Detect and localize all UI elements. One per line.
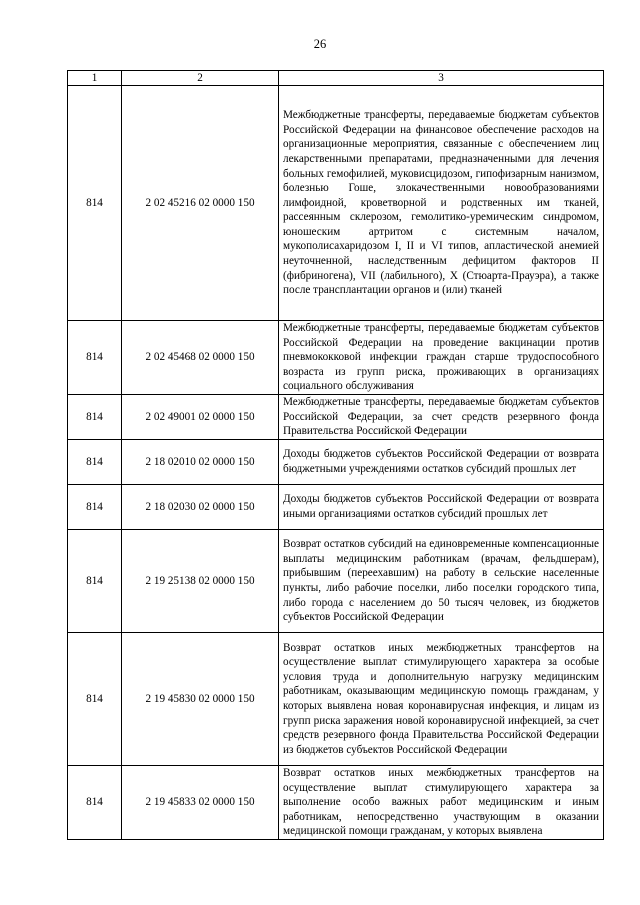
kbk-code-cell: 2 02 45468 02 0000 150 — [122, 321, 279, 395]
column-header-1: 1 — [68, 71, 122, 86]
description-cell: Возврат остатков иных межбюджетных трансфертов на осуществление выплат стимулирующего характера за выполнение особо важных работ медицинским и иным работникам, непосредственно участвующим в оказании медицинской помощи гражданам, у которых выявлена — [279, 766, 604, 840]
table-row — [68, 395, 604, 440]
admin-code-cell: 814 — [68, 395, 122, 440]
kbk-code-cell: 2 02 45216 02 0000 150 — [122, 86, 279, 321]
description-cell: Межбюджетные трансферты, передаваемые бюджетам субъектов Российской Федерации на финансовое обеспечение расходов на организационные мероприятия, связанные с обеспечением лиц лекарственными препаратами, предназначенными для лечения больных гемофилией, муковисцидозом, гипофизарным нанизмом, болезнью Гоше, злокачественными новообразованиями лимфоидной, кроветворной и родственных им тканей, рассеянным склерозом, гемолитико-уремическим синдромом, юношеским артритом с системным началом, мукополисахаридозом I, II и VI типов, апластической анемией неуточненной, наследственным дефицитом факторов II (фибриногена), VII (лабильного), X (Стюарта-Прауэра), а также после трансплантации органов и (или) тканей — [279, 86, 604, 321]
description-cell: Межбюджетные трансферты, передаваемые бюджетам субъектов Российской Федерации на проведение вакцинации против пневмококковой инфекции граждан старше трудоспособного возраста из групп риска, проживающих в организациях социального обслуживания — [279, 321, 604, 395]
admin-code-cell: 814 — [68, 766, 122, 840]
kbk-code-cell: 2 19 25138 02 0000 150 — [122, 530, 279, 633]
table-row — [68, 633, 604, 766]
table-row — [68, 321, 604, 395]
table-row — [68, 440, 604, 485]
description-cell: Доходы бюджетов субъектов Российской Федерации от возврата иными организациями остатков субсидий прошлых лет — [279, 485, 604, 530]
admin-code-cell: 814 — [68, 530, 122, 633]
kbk-code-cell: 2 18 02010 02 0000 150 — [122, 440, 279, 485]
description-cell: Возврат остатков субсидий на единовременные компенсационные выплаты медицинским работникам (врачам, фельдшерам), прибывшим (переехавшим) на работу в сельские населенные пункты, либо рабочие поселки, либо поселки городского типа, либо города с населением до 50 тысяч человек, из бюджетов субъектов Российской Федерации — [279, 530, 604, 633]
column-header-2: 2 — [122, 71, 279, 86]
budget-table — [67, 70, 604, 840]
kbk-code-cell: 2 18 02030 02 0000 150 — [122, 485, 279, 530]
table-row — [68, 485, 604, 530]
table-row — [68, 766, 604, 840]
admin-code-cell: 814 — [68, 321, 122, 395]
description-cell: Возврат остатков иных межбюджетных трансфертов на осуществление выплат стимулирующего характера за особые условия труда и дополнительную нагрузку медицинским работникам, оказывающим медицинскую помощь гражданам, у которых выявлена новая коронавирусная инфекция, и лицам из групп риска заражения новой коронавирусной инфекцией, за счет средств резервного фонда Правительства Российской Федерации из бюджетов субъектов Российской Федерации — [279, 633, 604, 766]
admin-code-cell: 814 — [68, 86, 122, 321]
page-number: 26 — [313, 37, 327, 51]
kbk-code-cell: 2 19 45830 02 0000 150 — [122, 633, 279, 766]
admin-code-cell: 814 — [68, 633, 122, 766]
admin-code-cell: 814 — [68, 440, 122, 485]
description-cell: Межбюджетные трансферты, передаваемые бюджетам субъектов Российской Федерации, за счет средств резервного фонда Правительства Российской Федерации — [279, 395, 604, 440]
kbk-code-cell: 2 02 49001 02 0000 150 — [122, 395, 279, 440]
table-row — [68, 530, 604, 633]
table-header-row — [68, 71, 604, 86]
column-header-3: 3 — [279, 71, 604, 86]
admin-code-cell: 814 — [68, 485, 122, 530]
table-row — [68, 86, 604, 321]
kbk-code-cell: 2 19 45833 02 0000 150 — [122, 766, 279, 840]
description-cell: Доходы бюджетов субъектов Российской Федерации от возврата бюджетными учреждениями остатков субсидий прошлых лет — [279, 440, 604, 485]
